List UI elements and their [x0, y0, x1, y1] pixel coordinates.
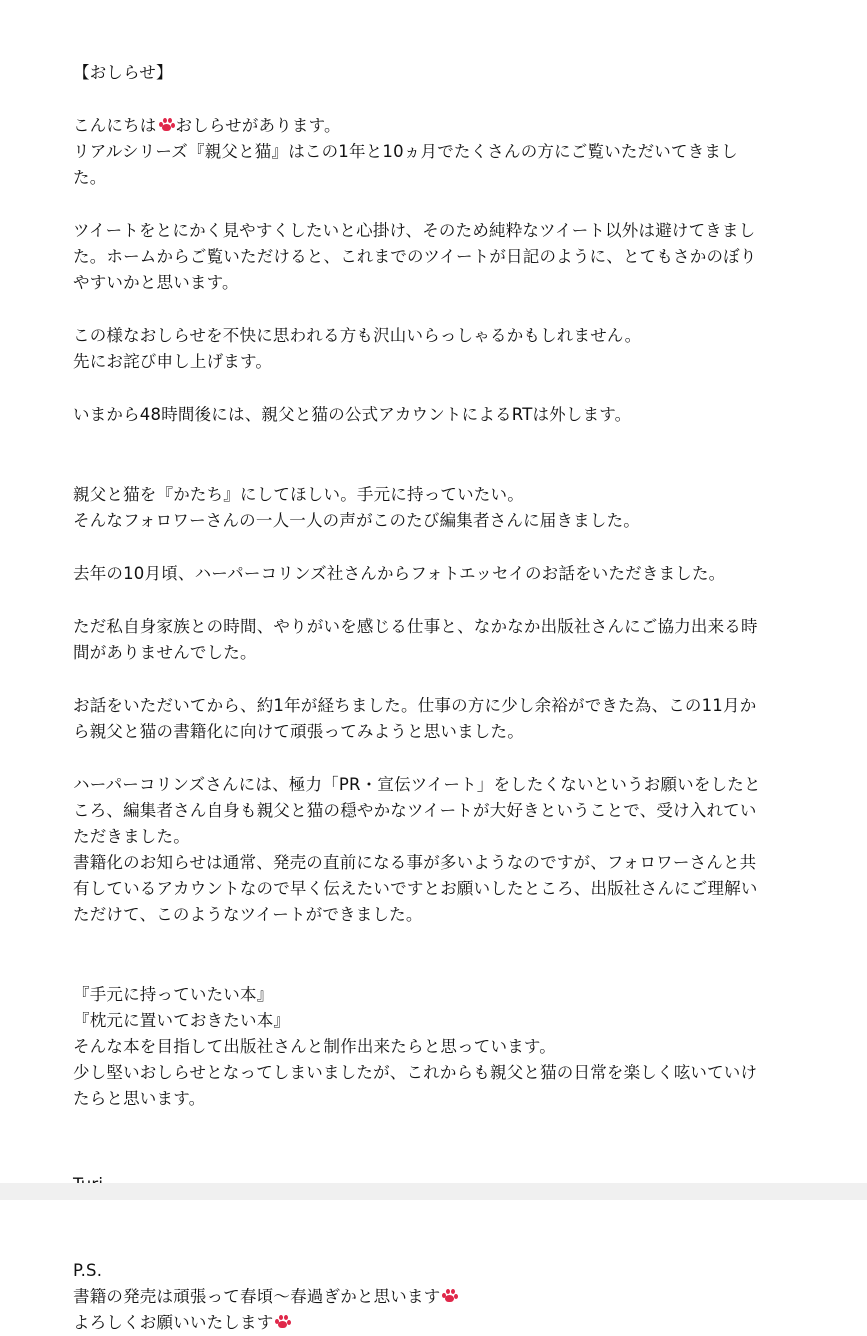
announcement-text: おしらせがあります。 — [175, 116, 341, 135]
paragraph-line: ただ私自身家族との時間、やりがいを感じる仕事と、なかなか出版社さんにご協力出来る時 — [73, 617, 758, 636]
paragraph-line: この様なおしらせを不快に思われる方も沢山いらっしゃるかもしれません。 — [73, 326, 642, 345]
paragraph-line: ハーパーコリンズさんには、極力「PR・宣伝ツイート」をしたくないというお願いをしたと — [73, 775, 761, 794]
paragraph-line: ら親父と猫の書籍化に向けて頑張ってみようと思いました。 — [73, 722, 524, 741]
paragraph-line: 先にお詫び申し上げます。 — [73, 352, 273, 371]
paragraph-line: ただけて、このようなツイートができました。 — [73, 905, 423, 924]
paragraph-line: いまから48時間後には、親父と猫の公式アカウントによるRTは外します。 — [73, 405, 632, 424]
postscript-text: 書籍の発売は頑張って春頃〜春過ぎかと思います — [73, 1287, 441, 1306]
postscript-line-1 — [73, 1284, 833, 1310]
rt-paragraph — [73, 402, 833, 428]
postscript-text: よろしくお願いいたします — [73, 1313, 274, 1332]
paragraph-line: そんなフォロワーさんの一人一人の声がこのたび編集者さんに届きました。 — [73, 511, 640, 530]
paragraph-line: 『枕元に置いておきたい本』 — [73, 1011, 291, 1030]
offer-paragraph — [73, 561, 833, 587]
intro-paragraph — [73, 113, 833, 191]
paragraph-line: やすいかと思います。 — [73, 273, 239, 292]
paragraph-line: そんな本を目指して出版社さんと制作出来たらと思っています。 — [73, 1037, 556, 1056]
paragraph-line: ころ、編集者さん自身も親父と猫の穏やかなツイートが大好きということで、受け入れてい — [73, 801, 757, 820]
postscript — [73, 1258, 833, 1336]
postscript-line-2 — [73, 1310, 833, 1336]
paragraph-line: ただきました。 — [73, 827, 190, 846]
paw-print-icon — [441, 1288, 458, 1303]
bottom-strip — [0, 1183, 867, 1200]
decision-paragraph — [73, 693, 833, 745]
notice-heading: 【おしらせ】 — [73, 63, 173, 82]
paw-print-icon — [274, 1314, 291, 1329]
paragraph-line: 間がありませんでした。 — [73, 643, 257, 662]
intro-line-3: た。 — [73, 168, 107, 187]
tweets-paragraph — [73, 218, 833, 296]
paragraph-line: ツイートをとにかく見やすくしたいと心掛け、そのため純粋なツイート以外は避けてきまし — [73, 221, 756, 240]
apology-paragraph — [73, 323, 833, 375]
book-paragraph — [73, 982, 833, 1112]
publisher-paragraph — [73, 772, 833, 928]
paragraph-line: 有しているアカウントなので早く伝えたいですとお願いしたところ、出版社さんにご理解い — [73, 879, 758, 898]
paragraph-line: お話をいただいてから、約1年が経ちました。仕事の方に少し余裕ができた為、この11月か — [73, 696, 757, 715]
paragraph-line: たらと思います。 — [73, 1089, 206, 1108]
greeting-text: こんにちは — [73, 116, 157, 135]
paragraph-line: 親父と猫を『かたち』にしてほしい。手元に持っていたい。 — [73, 485, 524, 504]
paragraph-line: た。ホームからご覧いただけると、これまでのツイートが日記のように、とてもさかのぼり — [73, 247, 757, 266]
time-paragraph — [73, 614, 833, 666]
paw-print-icon — [158, 117, 175, 132]
postscript-label: P.S. — [73, 1261, 103, 1280]
shape-paragraph — [73, 482, 833, 534]
paragraph-line: 少し堅いおしらせとなってしまいましたが、これからも親父と猫の日常を楽しく呟いていけ — [73, 1063, 758, 1082]
intro-line-1 — [73, 113, 833, 139]
paragraph-line: 書籍化のお知らせは通常、発売の直前になる事が多いようなのですが、フォロワーさんと共 — [73, 853, 757, 872]
intro-line-2: リアルシリーズ『親父と猫』はこの1年と10ヵ月でたくさんの方にご覧いただいてきまし — [73, 142, 738, 161]
paragraph-line: 去年の10月頃、ハーパーコリンズ社さんからフォトエッセイのお話をいただきました。 — [73, 564, 726, 583]
paragraph-line: 『手元に持っていたい本』 — [73, 985, 274, 1004]
notice-body — [73, 60, 833, 1336]
